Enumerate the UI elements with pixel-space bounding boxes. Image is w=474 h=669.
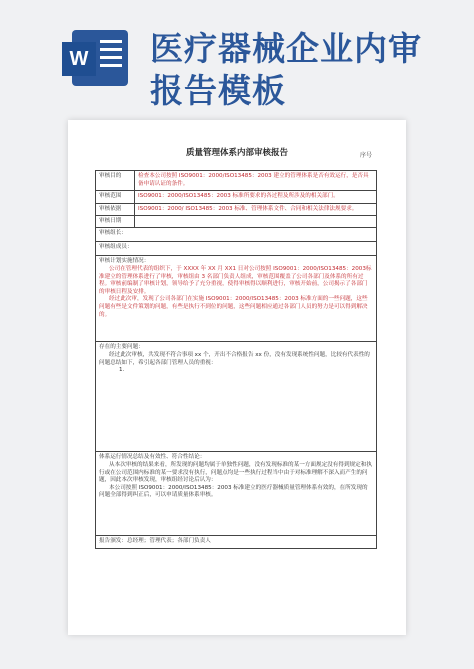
audit-report-table	[95, 170, 377, 549]
purpose-value: 检查本公司按照 ISO9001：2000/ISO13485：2003 建立的管理体系是否有效运行，是否具备申请认证的条件。	[138, 173, 369, 187]
table-row-members	[96, 242, 376, 256]
problems-item-1: 1.	[119, 367, 125, 374]
table-row-leader	[96, 228, 376, 242]
overview-paragraph-2: 经过此次审，发现了公司各部门在实施 ISO9001：2000/ISO13485：2003 标准方面的一些问题，这些问题有些是文件策划的问题，有些是执行不到位的问题，这些问题相应通过各部门人员的努力是可以得到解决的。	[99, 296, 368, 318]
banner-title	[150, 28, 450, 112]
scope-value: ISO9001：2000/ISO13485：2003 标准所要求的各过程及所涉及的相关部门。	[138, 193, 339, 200]
table-row-conclusion	[96, 452, 376, 536]
problems-paragraph: 经过此次审核，共发现不符合事项 xx 个，开出不合格报告 xx 份，没有发现系统性问题，比较有代表性的问题总结如下，希引起各部门管理人员的重视：	[99, 351, 370, 366]
table-row-purpose	[96, 171, 376, 191]
document-title: 质量管理体系内部审核报告	[185, 148, 288, 158]
table-row-scope	[96, 191, 376, 204]
table-row-basis	[96, 204, 376, 217]
conclusion-heading: 体系运行情况总结及有效性、符合性结论：	[99, 454, 206, 461]
banner-title-line2: 报告模板	[150, 71, 286, 110]
overview-paragraph-1: 公司在管理代表的组织下，于 XXXX 年 XX 月 XX1 日对公司按照 ISO9001：2000/ISO13485：2003标准建立的管理体系进行了审核，审核组由 3 名部门负责人组成，审核范围覆盖了公司各部门及体系的所有过程。审核前编制了审核计划，领导给予了充分重视，使得审核得以顺利进行，审核开始前，公司揭示了各部门的审核日程及安排。	[99, 265, 372, 295]
sequence-label: 序号	[359, 152, 372, 159]
table-row-date	[96, 216, 376, 228]
purpose-label: 审核目的	[96, 171, 135, 190]
conclusion-section	[96, 452, 376, 535]
problems-heading: 存在的主要问题：	[99, 344, 144, 351]
overview-section	[96, 256, 376, 341]
banner-title-line1: 医疗器械企业内审	[150, 29, 422, 68]
text-lines-icon	[100, 40, 122, 72]
logo-letter: W	[62, 42, 96, 76]
conclusion-paragraph-2: 本公司按照 ISO9001：2000/ISO13485：2003 标准建立的医疗器械质量管理体系有效的，在所发现的问题全部得到纠正后，可以申请质量体系审核。	[99, 484, 368, 499]
table-row-distribution	[96, 536, 376, 548]
date-value	[135, 216, 376, 227]
basis-value: ISO9001：2000/ ISO13485：2003 标准、管理体系文件、合同和相关法律法规要求。	[138, 205, 358, 212]
table-row-problems	[96, 342, 376, 452]
table-row-overview	[96, 256, 376, 342]
leader-label: 审核组长：	[99, 230, 127, 237]
document-page	[68, 120, 406, 635]
overview-heading: 审核计划实施情况：	[99, 258, 150, 265]
scope-label: 审核范围	[96, 191, 135, 203]
distribution-label: 报告颁发：总经理；管理代表；各部门负责人	[99, 538, 211, 545]
basis-label: 审核依据	[96, 204, 135, 216]
problems-section	[96, 342, 376, 451]
members-label: 审核组成员：	[99, 244, 133, 251]
date-label: 审核日期	[96, 216, 135, 227]
word-document-icon	[69, 30, 128, 86]
header-banner	[0, 0, 474, 115]
conclusion-paragraph-1: 从本次审核的结果来看，所发现的问题均属于单独性问题，没有发现标准的某一方面规定没有得到规定和执行或在公司范围内标准的某一要求没有执行，问题点均是一些执行过程当中由于对标准理解不深入而产生的问题，因此本次审核发现，审核组经讨论后认为：	[99, 461, 372, 484]
